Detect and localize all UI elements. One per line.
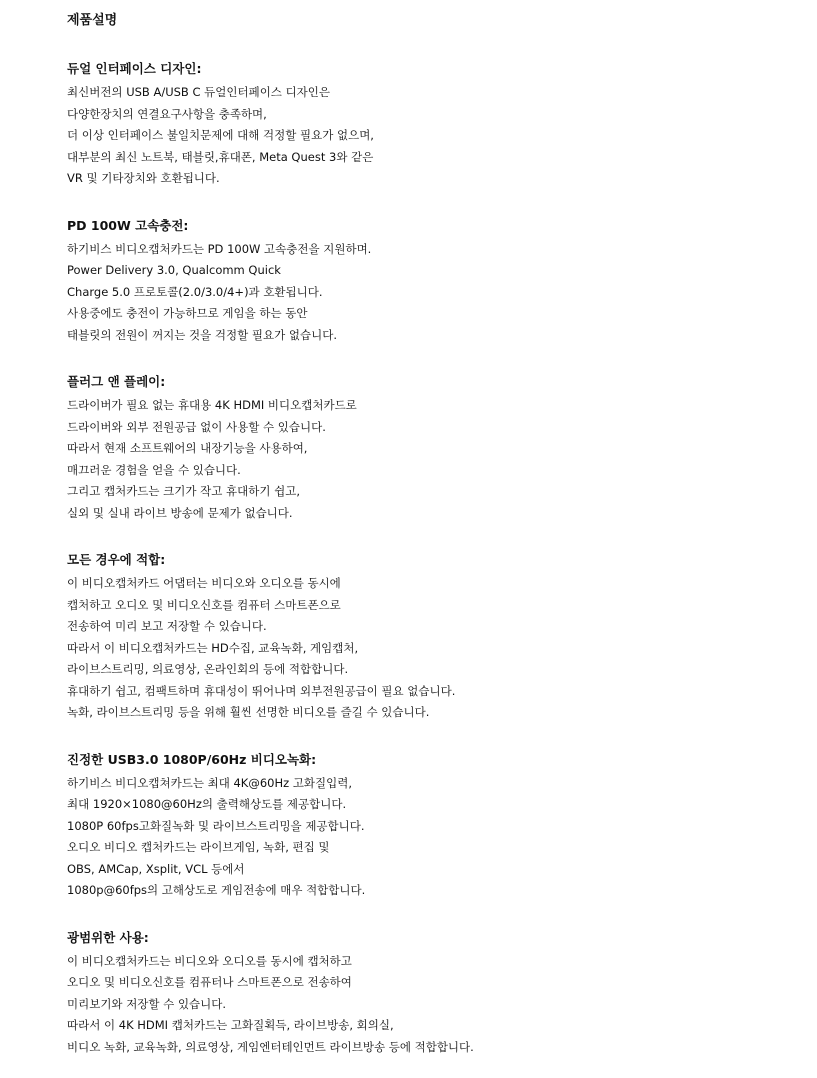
body-line: 최대 1920×1080@60Hz의 출력해상도를 제공합니다. bbox=[67, 797, 347, 811]
body-line: Power Delivery 3.0, Qualcomm Quick bbox=[67, 263, 281, 277]
body-line: 라이브스트리밍, 의료영상, 온라인회의 등에 적합합니다. bbox=[67, 662, 349, 676]
body-line: Charge 5.0 프로토콜(2.0/3.0/4+)과 호환됩니다. bbox=[67, 284, 323, 299]
body-line: 1080p@60fps의 고해상도로 게임전송에 매우 적합합니다. bbox=[67, 883, 366, 897]
section-dual-interface bbox=[67, 60, 817, 190]
section-usb3-recording bbox=[67, 751, 817, 902]
section-pd-fast-charging bbox=[67, 217, 817, 347]
section-heading: 광범위한 사용: bbox=[67, 929, 149, 945]
body-line: 하기비스 비디오캡처카드는 PD 100W 고속충전을 지원하며. bbox=[67, 241, 372, 256]
section-heading: 플러그 앤 플레이: bbox=[67, 374, 166, 389]
body-line: VR 및 기타장치와 호환됩니다. bbox=[67, 171, 220, 185]
body-line: 오디오 비디오 캡처카드는 라이브게임, 녹화, 편집 및 bbox=[67, 840, 330, 854]
body-line: 드라이버와 외부 전원공급 없이 사용할 수 있습니다. bbox=[67, 419, 326, 434]
body-line: 태블릿의 전원이 꺼지는 것을 걱정할 필요가 없습니다. bbox=[67, 327, 337, 342]
body-line: 따라서 현재 소프트웨어의 내장기능을 사용하여, bbox=[67, 441, 308, 455]
body-line: 1080P 60fps고화질녹화 및 라이브스트리밍을 제공합니다. bbox=[67, 818, 365, 833]
section-heading: 진정한 USB3.0 1080P/60Hz 비디오녹화: bbox=[67, 751, 317, 767]
body-line: 그리고 캡처카드는 크기가 작고 휴대하기 쉽고, bbox=[67, 484, 301, 498]
body-line: 따라서 이 4K HDMI 캡처카드는 고화질획득, 라이브방송, 회의실, bbox=[67, 1018, 394, 1032]
body-line: 캡처하고 오디오 및 비디오신호를 컴퓨터 스마트폰으로 bbox=[67, 597, 341, 612]
section-wide-usage bbox=[67, 929, 817, 1059]
body-line: 최신버전의 USB A/USB C 듀얼인터페이스 디자인은 bbox=[67, 85, 331, 99]
body-line: 미리보기와 저장할 수 있습니다. bbox=[67, 996, 227, 1011]
body-line: 실외 및 실내 라이브 방송에 문제가 없습니다. bbox=[67, 505, 293, 520]
body-line: 사용중에도 충전이 가능하므로 게임을 하는 동안 bbox=[67, 306, 308, 320]
body-line: OBS, AMCap, Xsplit, VCL 등에서 bbox=[67, 861, 245, 876]
section-heading: PD 100W 고속충전: bbox=[67, 217, 189, 233]
body-line: 비디오 녹화, 교육녹화, 의료영상, 게임엔터테인먼트 라이브방송 등에 적합합니다. bbox=[67, 1039, 474, 1054]
body-line: 전송하여 미리 보고 저장할 수 있습니다. bbox=[67, 619, 267, 633]
section-suitable-for-all bbox=[67, 551, 817, 724]
section-heading: 모든 경우에 적합: bbox=[67, 552, 166, 567]
body-line: 더 이상 인터페이스 불일치문제에 대해 걱정할 필요가 없으며, bbox=[67, 128, 374, 142]
body-line: 매끄러운 경험을 얻을 수 있습니다. bbox=[67, 462, 241, 477]
body-line: 드라이버가 필요 없는 휴대용 4K HDMI 비디오캡처카드로 bbox=[67, 398, 357, 412]
document-title: 제품설명 bbox=[67, 13, 118, 28]
section-plug-and-play bbox=[67, 373, 817, 524]
body-line: 따라서 이 비디오캡처카드는 HD수집, 교육녹화, 게임캡처, bbox=[67, 640, 359, 655]
body-line: 다양한장치의 연결요구사항을 충족하며, bbox=[67, 106, 267, 121]
body-line: 이 비디오캡처카드 어댑터는 비디오와 오디오를 동시에 bbox=[67, 576, 341, 590]
body-line: 대부분의 최신 노트북, 태블릿,휴대폰, Meta Quest 3와 같은 bbox=[67, 149, 374, 164]
body-line: 오디오 및 비디오신호를 컴퓨터나 스마트폰으로 전송하여 bbox=[67, 975, 352, 989]
body-line: 휴대하기 쉽고, 컴팩트하며 휴대성이 뛰어나며 외부전원공급이 필요 없습니다. bbox=[67, 683, 456, 698]
section-heading: 듀얼 인터페이스 디자인: bbox=[67, 61, 202, 76]
body-line: 녹화, 라이브스트리밍 등을 위해 훨씬 선명한 비디오를 즐길 수 있습니다. bbox=[67, 705, 430, 719]
body-line: 이 비디오캡처카드는 비디오와 오디오를 동시에 캡처하고 bbox=[67, 953, 352, 968]
body-line: 하기비스 비디오캡쳐카드는 최대 4K@60Hz 고화질입력, bbox=[67, 775, 353, 790]
